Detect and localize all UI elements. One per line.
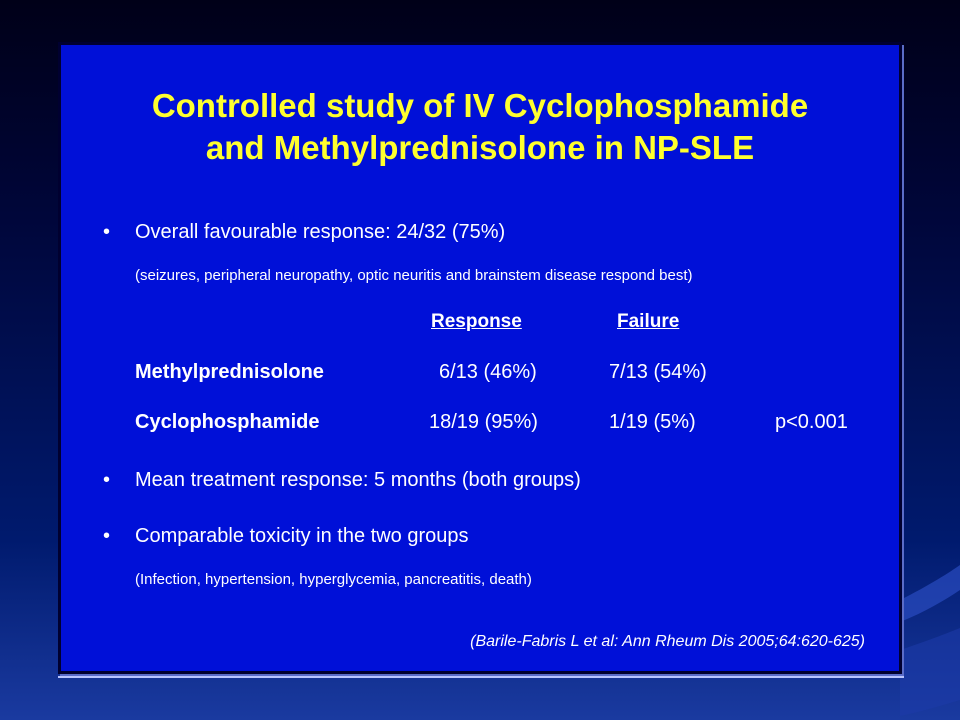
table-cell-p-value: p<0.001 — [775, 411, 848, 433]
bullet-marker: • — [103, 525, 111, 547]
table-header-response: Response — [431, 311, 522, 332]
citation: (Barile-Fabris L et al: Ann Rheum Dis 2005;64:620-625) — [470, 633, 865, 650]
panel-divider — [58, 676, 904, 678]
table-cell-failure: 1/19 (5%) — [609, 411, 696, 433]
table-row-label: Methylprednisolone — [135, 361, 324, 383]
slide-title — [61, 85, 899, 169]
bullet-marker: • — [103, 221, 111, 243]
slide-panel — [58, 42, 902, 674]
table-cell-response: 18/19 (95%) — [429, 411, 538, 433]
bullet-mean-response: Mean treatment response: 5 months (both groups) — [135, 469, 581, 491]
table-row-label: Cyclophosphamide — [135, 411, 320, 433]
table-cell-failure: 7/13 (54%) — [609, 361, 707, 383]
bullet-toxicity-note: (Infection, hypertension, hyperglycemia, pancreatitis, death) — [135, 571, 532, 588]
title-line-2: and Methylprednisolone in NP-SLE — [205, 129, 755, 166]
bullet-overall-response: Overall favourable response: 24/32 (75%) — [135, 221, 506, 243]
table-cell-response: 6/13 (46%) — [439, 361, 537, 383]
table-header-failure: Failure — [617, 311, 680, 332]
bullet-toxicity: Comparable toxicity in the two groups — [135, 525, 469, 547]
title-line-1: Controlled study of IV Cyclophosphamide — [151, 87, 809, 124]
bullet-overall-note: (seizures, peripheral neuropathy, optic neuritis and brainstem disease respond best) — [135, 267, 693, 284]
bullet-marker: • — [103, 469, 111, 491]
